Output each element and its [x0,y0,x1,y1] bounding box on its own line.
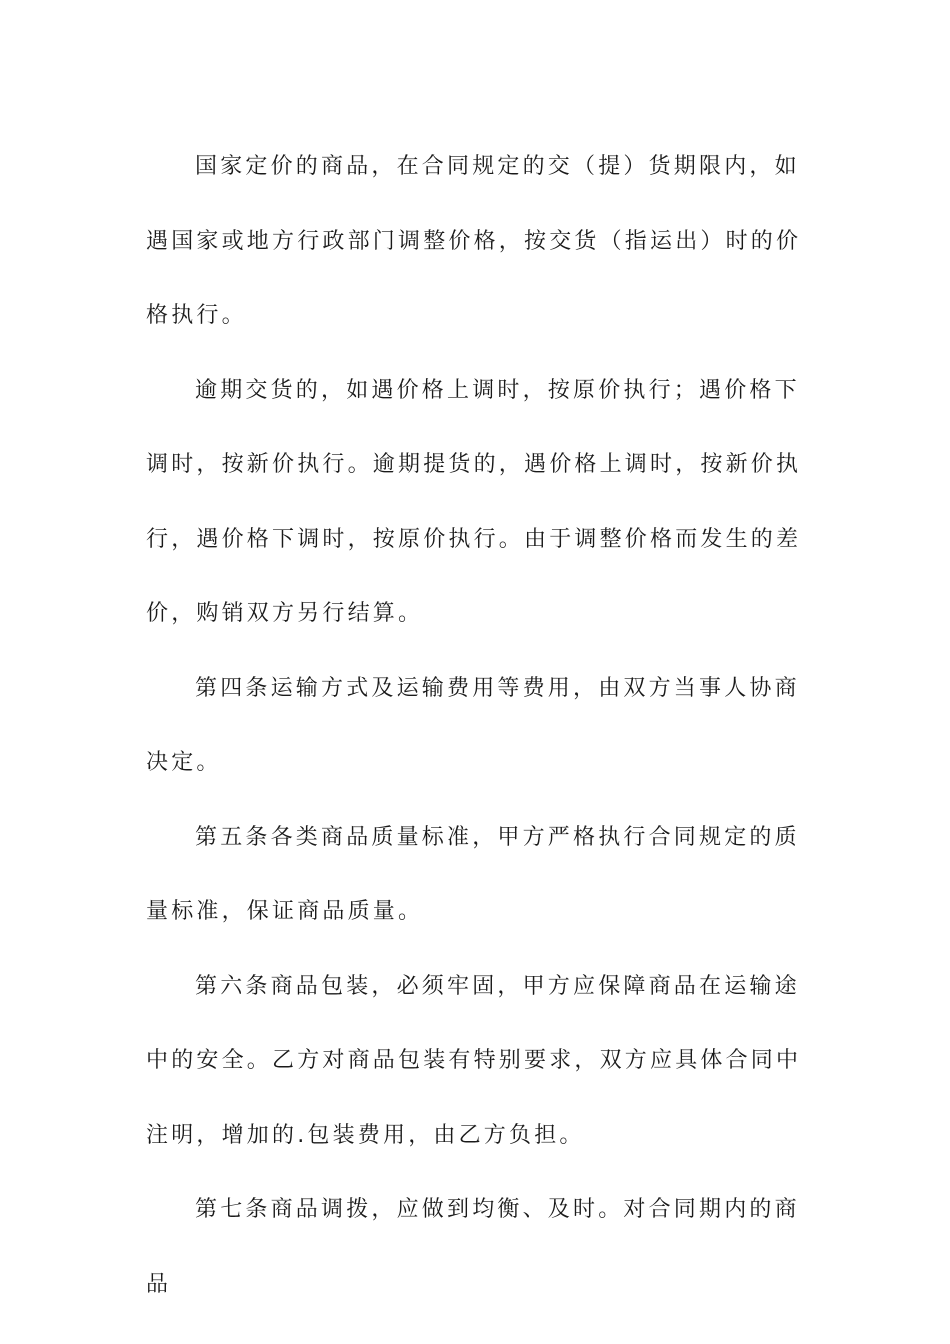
paragraph-article-6-packaging: 第六条商品包装，必须牢固，甲方应保障商品在运输途中的安全。乙方对商品包装有特别要求，双方应具体合同中注明，增加的.包装费用，由乙方负担。 [146,973,802,1148]
paragraph-article-5-quality: 第五条各类商品质量标准，甲方严格执行合同规定的质量标准，保证商品质量。 [146,824,800,924]
paragraph-article-4-transport: 第四条运输方式及运输费用等费用，由双方当事人协商决定。 [146,675,800,775]
paragraph-article-7-allocation: 第七条商品调拨，应做到均衡、及时。对合同期内的商品 [146,1197,800,1297]
paragraph-overdue-delivery: 逾期交货的，如遇价格上调时，按原价执行；遇价格下调时，按新价执行。逾期提货的，遇价格上调时，按新价执行，遇价格下调时，按原价执行。由于调整价格而发生的差价，购销双方另行结算。 [146,377,802,626]
document-body [146,130,806,1322]
paragraph-price-adjustment: 国家定价的商品，在合同规定的交（提）货期限内，如遇国家或地方行政部门调整价格，按交货（指运出）时的价格执行。 [146,154,802,328]
